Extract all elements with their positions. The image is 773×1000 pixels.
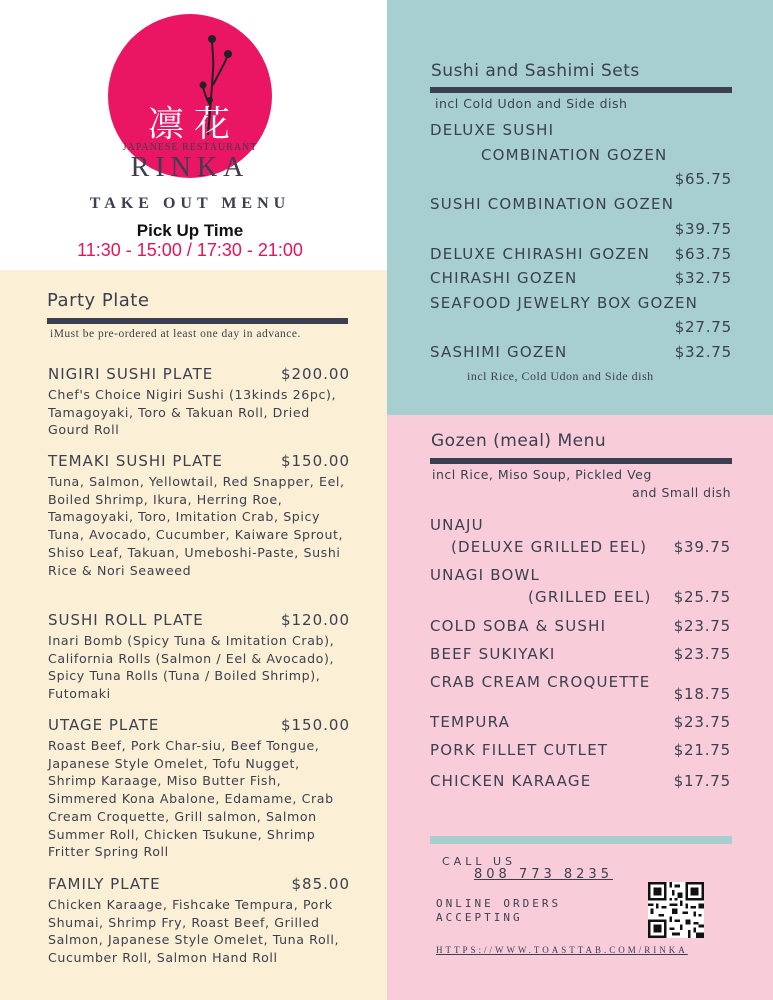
- item-price: $39.75: [674, 220, 732, 238]
- party-plate-note: iMust be pre-ordered at least one day in advance.: [50, 328, 301, 340]
- section-divider: [47, 318, 348, 324]
- item-price: $39.75: [673, 538, 731, 556]
- sushi-sets-title: Sushi and Sashimi Sets: [431, 61, 640, 81]
- item-price: $21.75: [673, 741, 731, 759]
- menu-item: [48, 452, 350, 579]
- item-name: CRAB CREAM CROQUETTE: [430, 673, 651, 691]
- item-price: $23.75: [673, 645, 731, 663]
- item-price: $85.00: [291, 875, 350, 893]
- page-title: TAKE OUT MENU: [89, 195, 291, 212]
- section-divider: [430, 87, 732, 93]
- item-description: Inari Bomb (Spicy Tuna & Imitation Crab), California Rolls (Salmon / Eel & Avocado), Spicy Tuna Rolls (Tuna / Boiled Shrimp), Futomaki: [48, 633, 335, 702]
- logo-name: RINKA: [130, 152, 250, 183]
- call-label: CALL US: [442, 855, 516, 868]
- gozen-note: incl Rice, Miso Soup, Pickled Veg: [432, 467, 652, 482]
- item-price: $27.75: [674, 318, 732, 336]
- menu-item: [48, 611, 350, 703]
- order-url-link[interactable]: HTTPS://WWW.TOASTTAB.COM/RINKA: [436, 945, 688, 955]
- menu-item: [48, 716, 350, 861]
- item-name: UNAJU: [430, 516, 484, 534]
- logo-kanji: 凛花: [148, 104, 241, 145]
- item-name: TEMPURA: [430, 713, 511, 731]
- item-name: SUSHI ROLL PLATE: [48, 611, 204, 629]
- item-name: DELUXE CHIRASHI GOZEN: [430, 245, 650, 263]
- item-name: NIGIRI SUSHI PLATE: [48, 365, 214, 383]
- item-name: PORK FILLET CUTLET: [430, 741, 609, 759]
- item-price: $65.75: [674, 170, 732, 188]
- item-price: $150.00: [280, 452, 350, 470]
- item-name: (GRILLED EEL): [528, 588, 652, 606]
- item-price: $32.75: [674, 343, 732, 361]
- sushi-sets-note: incl Cold Udon and Side dish: [435, 96, 628, 111]
- menu-item: [48, 365, 350, 439]
- pickup-label: Pick Up Time: [136, 221, 244, 240]
- phone-link[interactable]: 808 773 8235: [474, 867, 613, 882]
- item-price: $150.00: [280, 716, 350, 734]
- item-name: COMBINATION GOZEN: [481, 146, 668, 164]
- item-name: CHIRASHI GOZEN: [430, 269, 578, 287]
- item-price: $17.75: [673, 772, 731, 790]
- item-name: SUSHI COMBINATION GOZEN: [430, 195, 675, 213]
- item-name: COLD SOBA & SUSHI: [430, 617, 607, 635]
- item-price: $23.75: [673, 617, 731, 635]
- item-price: $25.75: [673, 588, 731, 606]
- item-description: Chef's Choice Nigiri Sushi (13kinds 26pc), Tamagoyaki, Toro & Takuan Roll, Dried Gourd Roll: [48, 387, 337, 438]
- online-orders-label: ONLINE ORDERS ACCEPTING: [436, 897, 562, 924]
- item-name: DELUXE SUSHI: [430, 121, 555, 139]
- item-name: FAMILY PLATE: [48, 875, 161, 893]
- item-description: Tuna, Salmon, Yellowtail, Red Snapper, Eel, Boiled Shrimp, Ikura, Herring Roe, Tamagoyaki, Toro, Imitation Crab, Spicy Tuna, Avocado, Cucumber, Kaiware Sprout, Shiso Leaf, Takuan, Umeboshi-Paste, Sushi Rice & Nori Seaweed: [48, 474, 345, 578]
- contact-divider: [430, 836, 732, 844]
- gozen-title: Gozen (meal) Menu: [431, 431, 607, 451]
- item-price: $200.00: [280, 365, 350, 383]
- menu-item: [48, 875, 350, 967]
- item-name: SEAFOOD JEWELRY BOX GOZEN: [430, 294, 699, 312]
- item-name: (DELUXE GRILLED EEL): [451, 538, 648, 556]
- item-price: $23.75: [673, 713, 731, 731]
- item-name: UTAGE PLATE: [48, 716, 160, 734]
- item-name: UNAGI BOWL: [430, 566, 541, 584]
- item-price: $32.75: [674, 269, 732, 287]
- item-description: Roast Beef, Pork Char-siu, Beef Tongue, Japanese Style Omelet, Tofu Nugget, Shrimp Karaage, Miso Butter Fish, Simmered Kona Abalone, Edamame, Crab Cream Croquette, Grill salmon, Salmon Summer Roll, Chicken Tsukune, Shrimp Fritter Spring Roll: [48, 738, 334, 860]
- party-plate-title: Party Plate: [47, 290, 150, 311]
- item-price: $63.75: [674, 245, 732, 263]
- logo-subtitle: JAPANESE RESTAURANT: [122, 142, 258, 153]
- sushi-sets-footnote: incl Rice, Cold Udon and Side dish: [467, 369, 654, 383]
- item-name: CHICKEN KARAAGE: [430, 772, 592, 790]
- item-name: BEEF SUKIYAKI: [430, 645, 556, 663]
- item-name: SASHIMI GOZEN: [430, 343, 568, 361]
- pickup-hours: 11:30 - 15:00 / 17:30 - 21:00: [77, 240, 303, 260]
- section-divider: [430, 458, 732, 464]
- item-price: $18.75: [673, 685, 731, 703]
- item-name: TEMAKI SUSHI PLATE: [48, 452, 223, 470]
- item-price: $120.00: [280, 611, 350, 629]
- item-description: Chicken Karaage, Fishcake Tempura, Pork Shumai, Shrimp Fry, Roast Beef, Grilled Salmon, Japanese Style Omelet, Tuna Roll, Cucumber Roll, Salmon Hand Roll: [48, 897, 340, 966]
- gozen-note: and Small dish: [631, 485, 731, 500]
- qr-code-icon[interactable]: [648, 882, 704, 938]
